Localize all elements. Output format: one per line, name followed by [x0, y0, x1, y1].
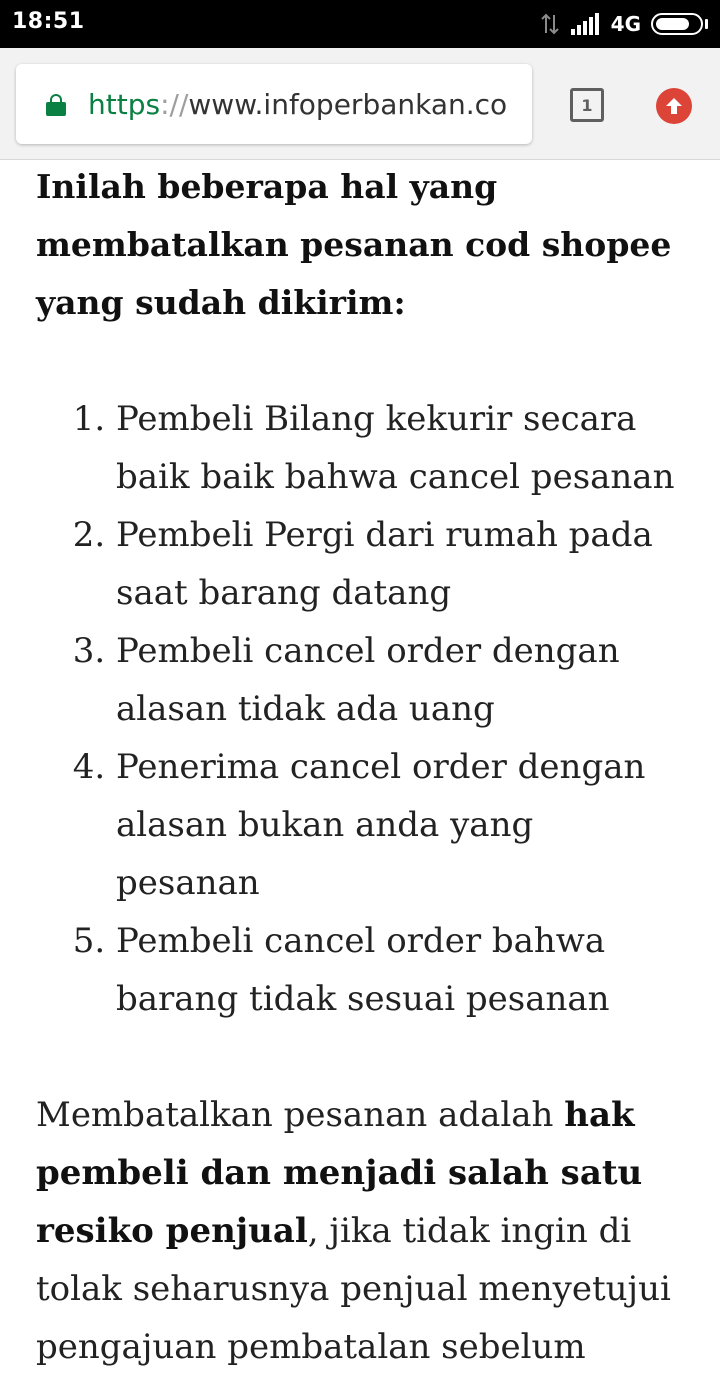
list-item: 2. Pembeli Pergi dari rumah pada saat barang datang	[116, 506, 686, 622]
article-content	[36, 158, 686, 1376]
battery-icon	[651, 13, 703, 35]
url-host: www.infoperbankan.co	[188, 87, 508, 121]
article-paragraph	[36, 1086, 686, 1376]
article-heading: Inilah beberapa hal yang membatalkan pesanan cod shopee yang sudah dikirim:	[36, 167, 672, 322]
list-item: 3. Pembeli cancel order dengan alasan tidak ada uang	[116, 622, 686, 738]
network-type: 4G	[610, 12, 641, 36]
status-icons	[539, 10, 708, 38]
tab-count: 1	[581, 95, 593, 115]
status-bar	[0, 0, 720, 48]
data-transfer-icon	[539, 13, 561, 35]
browser-toolbar	[0, 48, 720, 160]
tab-switcher-button[interactable]	[570, 88, 604, 122]
lock-icon	[46, 94, 66, 114]
paragraph-text-start: Membatalkan pesanan adalah	[36, 1095, 565, 1135]
paragraph-bold-text: hak pembeli dan menjadi salah satu resiko penjual	[36, 1095, 643, 1251]
reasons-list	[36, 390, 686, 1028]
list-item: 5. Pembeli cancel order bahwa barang tidak sesuai pesanan	[116, 912, 686, 1028]
list-item: 1. Pembeli Bilang kekurir secara baik baik bahwa cancel pesanan	[116, 390, 686, 506]
address-bar[interactable]	[16, 64, 532, 144]
battery-cap	[705, 19, 708, 29]
list-item: 4. Penerima cancel order dengan alasan bukan anda yang pesanan	[116, 738, 686, 912]
url-separator: ://	[160, 87, 189, 121]
update-button[interactable]	[656, 88, 692, 124]
paragraph-text-end: , jika tidak ingin di tolak seharusnya penjual menyetujui pengajuan pembatalan sebelum	[36, 1211, 671, 1367]
url-scheme: https	[88, 87, 161, 121]
status-time: 18:51	[12, 9, 85, 34]
signal-icon	[571, 13, 601, 35]
arrow-up-icon	[663, 95, 685, 117]
